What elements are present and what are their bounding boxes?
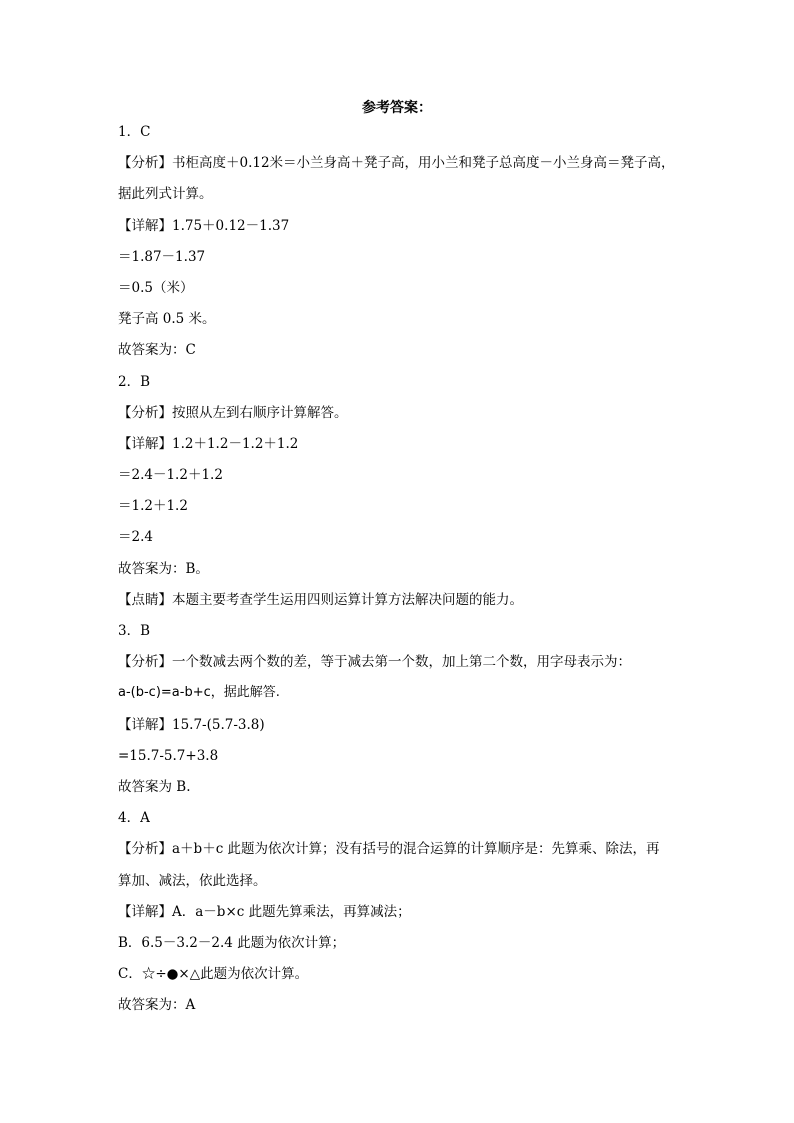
question-4-detail-c: C．☆÷●×△此题为依次计算。 bbox=[118, 966, 309, 983]
question-4-detail-b: B．6.5－3.2－2.4 此题为依次计算； bbox=[118, 934, 346, 951]
question-2-detail: 【详解】1.2＋1.2－1.2＋1.2 bbox=[118, 435, 299, 452]
question-4-analysis: 【分析】a＋b＋c 此题为依次计算；没有括号的混合运算的计算顺序是：先算乘、除法，再 bbox=[118, 841, 660, 858]
question-4-number: 4．A bbox=[118, 810, 150, 827]
question-4-detail-a: 【详解】A．a－b×c 此题先算乘法，再算减法； bbox=[118, 903, 411, 920]
question-1-answer: 故答案为：C bbox=[118, 342, 196, 359]
question-1-conclusion: 凳子高 0.5 米。 bbox=[118, 311, 216, 328]
question-3-detail: 【详解】15.7-(5.7-3.8) bbox=[118, 716, 265, 733]
question-2-number: 2．B bbox=[118, 373, 151, 390]
question-1-step-2: ＝0.5（米） bbox=[118, 279, 194, 296]
question-2-step-3: ＝2.4 bbox=[118, 529, 153, 546]
question-1-analysis: 【分析】书柜高度＋0.12米＝小兰身高＋凳子高，用小兰和凳子总高度－小兰身高＝凳子高， bbox=[118, 155, 675, 172]
question-2-step-2: ＝1.2＋1.2 bbox=[118, 498, 188, 515]
question-3-formula: a-(b-c)=a-b+c，据此解答. bbox=[118, 685, 280, 701]
question-2-remark: 【点睛】本题主要考查学生运用四则运算计算方法解决问题的能力。 bbox=[118, 591, 523, 608]
question-3-analysis: 【分析】一个数减去两个数的差，等于减去第一个数，加上第二个数，用字母表示为： bbox=[118, 654, 631, 671]
question-4-answer: 故答案为：A bbox=[118, 997, 196, 1014]
question-1-detail: 【详解】1.75＋0.12－1.37 bbox=[118, 217, 290, 234]
question-2-analysis: 【分析】按照从左到右顺序计算解答。 bbox=[118, 404, 348, 421]
question-3-answer: 故答案为 B. bbox=[118, 778, 191, 795]
question-2-step-1: ＝2.4－1.2＋1.2 bbox=[118, 467, 223, 484]
answer-content bbox=[118, 122, 688, 1026]
question-1-analysis-cont: 据此列式计算。 bbox=[118, 186, 213, 203]
question-3-step-1: =15.7-5.7+3.8 bbox=[118, 747, 219, 764]
question-1-step-1: ＝1.87－1.37 bbox=[118, 248, 206, 265]
page-title: 参考答案： bbox=[362, 100, 432, 116]
question-2-answer: 故答案为：B。 bbox=[118, 560, 209, 577]
question-4-analysis-cont: 算加、减法，依此选择。 bbox=[118, 872, 267, 889]
question-3-number: 3．B bbox=[118, 623, 151, 639]
question-1-number: 1．C bbox=[118, 124, 151, 140]
